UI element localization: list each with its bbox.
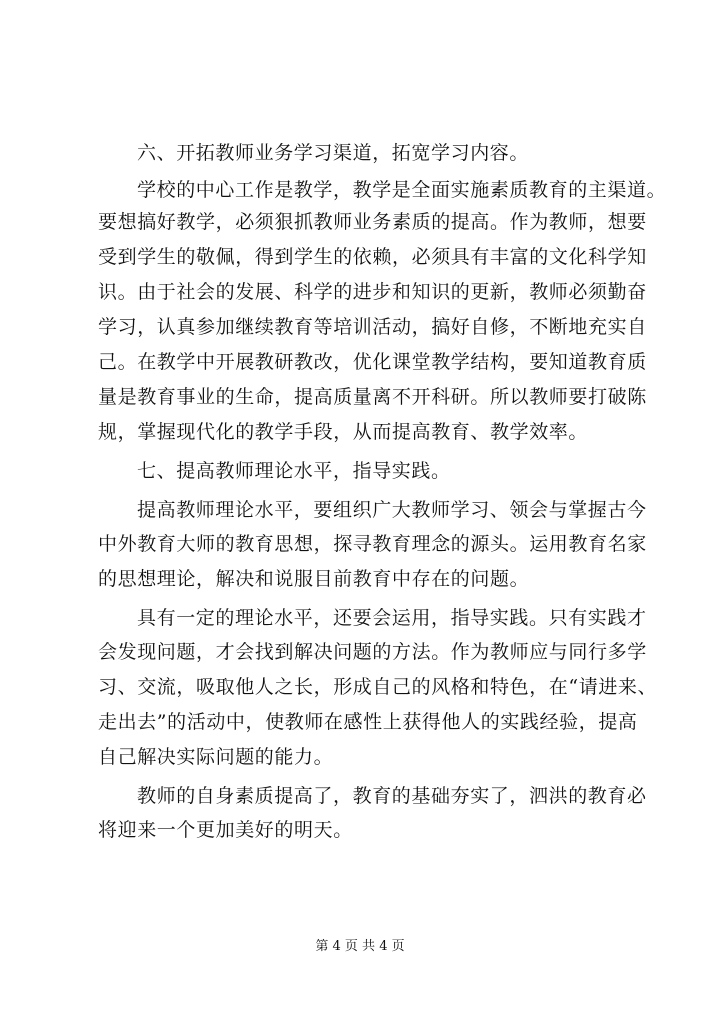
paragraph-line: 的思想理论，解决和说服目前教育中存在的问题。 <box>98 568 530 590</box>
paragraph-line: 自己解决实际问题的能力。 <box>98 746 334 768</box>
paragraph-line: 学习，认真参加继续教育等培训活动，搞好自修，不断地充实自 <box>98 316 647 338</box>
paragraph-line: 教师的自身素质提高了，教育的基础夯实了，泗洪的教育必 <box>137 785 647 807</box>
paragraph-line: 走出去”的活动中，使教师在感性上获得他人的实践经验，提高 <box>98 711 638 733</box>
paragraph-line: 会发现问题，才会找到解决问题的方法。作为教师应与同行多学 <box>98 641 647 663</box>
paragraph-line: 要想搞好教学，必须狠抓教师业务素质的提高。作为教师，想要 <box>98 211 647 233</box>
paragraph-line: 具有一定的理论水平，还要会运用，指导实践。只有实践才 <box>137 607 647 629</box>
paragraph-line: 己。在教学中开展教研教改，优化课堂教学结构，要知道教育质 <box>98 351 647 373</box>
paragraph-line: 学校的中心工作是教学，教学是全面实施素质教育的主渠道。 <box>137 179 667 201</box>
section-heading-7: 七、提高教师理论水平，指导实践。 <box>137 460 451 482</box>
paragraph-line: 提高教师理论水平，要组织广大教师学习、领会与掌握古今 <box>137 499 647 521</box>
paragraph-line: 识。由于社会的发展、科学的进步和知识的更新，教师必须勤奋 <box>98 281 647 303</box>
paragraph-line: 规，掌握现代化的教学手段，从而提高教育、教学效率。 <box>98 421 589 443</box>
paragraph-line: 量是教育事业的生命，提高质量离不开科研。所以教师要打破陈 <box>98 386 647 408</box>
page-number-footer: 第 4 页 共 4 页 <box>315 939 405 954</box>
paragraph-line: 将迎来一个更加美好的明天。 <box>98 819 353 841</box>
paragraph-line: 习、交流，吸取他人之长，形成自己的风格和特色，在“请进来、 <box>98 676 658 698</box>
paragraph-line: 受到学生的敬佩，得到学生的依赖，必须具有丰富的文化科学知 <box>98 246 647 268</box>
paragraph-line: 中外教育大师的教育思想，探寻教育理念的源头。运用教育名家 <box>98 533 647 555</box>
section-heading-6: 六、开拓教师业务学习渠道，拓宽学习内容。 <box>137 142 530 164</box>
